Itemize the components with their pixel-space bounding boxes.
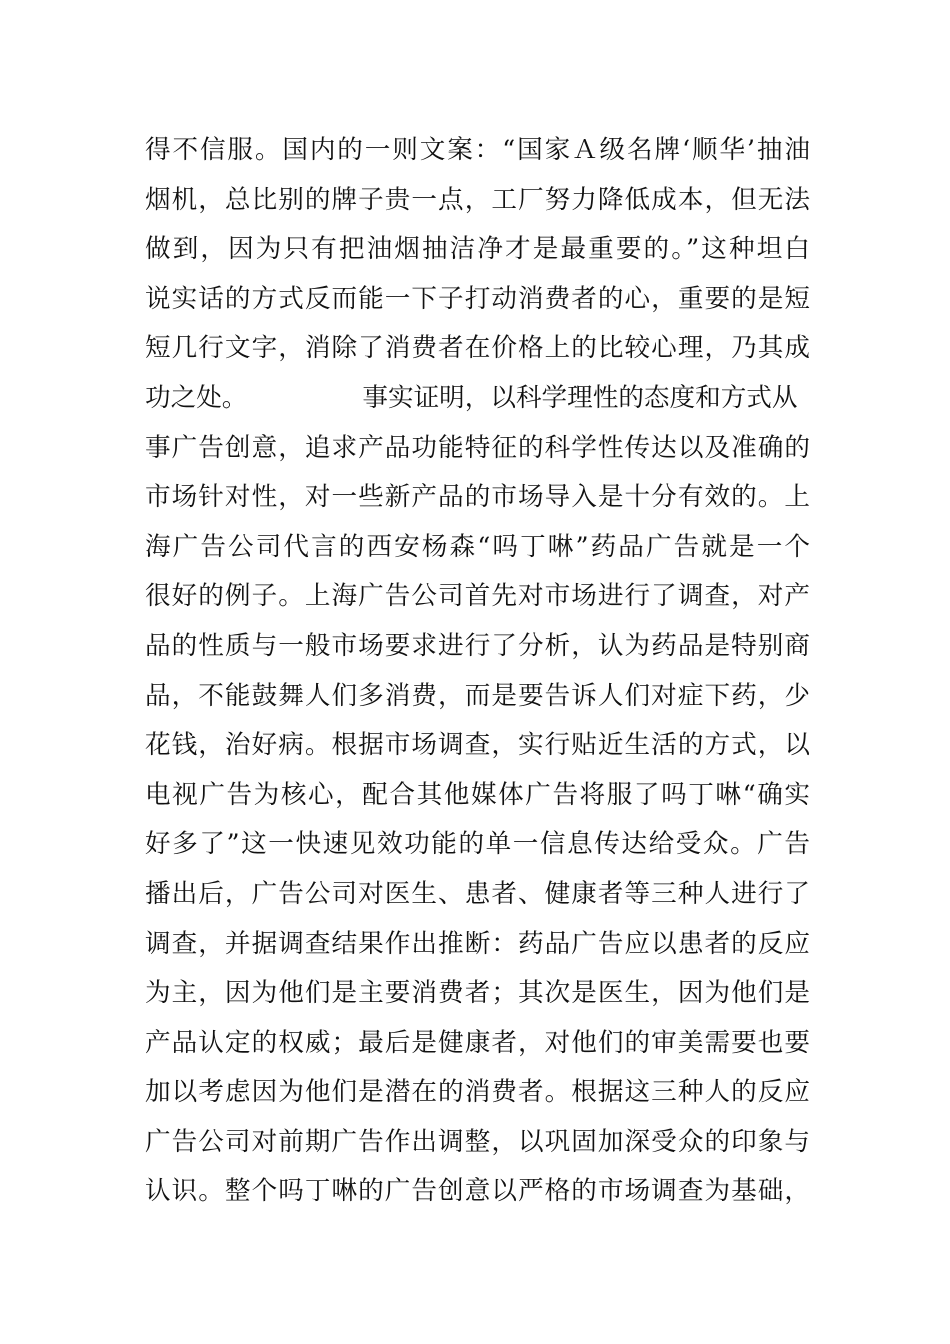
body-text <box>145 126 810 1217</box>
text-line: 产品认定的权威；最后是健康者，对他们的审美需要也要 <box>145 1027 810 1058</box>
text-line: 很好的例子。上海广告公司首先对市场进行了调查，对产 <box>145 581 810 612</box>
text-line: 加以考虑因为他们是潜在的消费者。根据这三种人的反应 <box>145 1077 810 1108</box>
text-line: 海广告公司代言的西安杨森“吗丁啉”药品广告就是一个 <box>145 531 810 562</box>
text-line: 广告公司对前期广告作出调整，以巩固加深受众的印象与 <box>145 1126 810 1157</box>
text-line: 品，不能鼓舞人们多消费，而是要告诉人们对症下药，少 <box>145 680 810 711</box>
text-line: 电视广告为核心，配合其他媒体广告将服了吗丁啉“确实 <box>145 779 810 810</box>
text-line: 做到，因为只有把油烟抽洁净才是最重要的。”这种坦白 <box>145 234 810 265</box>
text-line: 花钱，治好病。根据市场调查，实行贴近生活的方式，以 <box>145 730 810 761</box>
text-line: 为主，因为他们是主要消费者；其次是医生，因为他们是 <box>145 978 810 1009</box>
text-line: 市场针对性，对一些新产品的市场导入是十分有效的。上 <box>145 482 810 513</box>
paragraph-end-text: 功之处。 <box>145 382 248 413</box>
text-line: 烟机，总比别的牌子贵一点，工厂努力降低成本，但无法 <box>145 184 810 215</box>
text-line: 认识。整个吗丁啉的广告创意以严格的市场调查为基础， <box>145 1176 810 1207</box>
text-line: 短几行文字，消除了消费者在价格上的比较心理，乃其成 <box>145 333 810 364</box>
text-line: 调查，并据调查结果作出推断：药品广告应以患者的反应 <box>145 928 810 959</box>
paragraph-start-text: 事实证明，以科学理性的态度和方式从 <box>362 382 798 413</box>
text-line: 好多了”这一快速见效功能的单一信息传达给受众。广告 <box>145 829 810 860</box>
text-line: 播出后，广告公司对医生、患者、健康者等三种人进行了 <box>145 878 810 909</box>
text-line: 事广告创意，追求产品功能特征的科学性传达以及准确的 <box>145 432 810 463</box>
text-line-paragraph-break <box>145 374 810 424</box>
text-line: 品的性质与一般市场要求进行了分析，认为药品是特别商 <box>145 630 810 661</box>
text-line: 说实话的方式反而能一下子打动消费者的心，重要的是短 <box>145 283 810 314</box>
text-line: 得不信服。国内的一则文案：“国家Ａ级名牌‘顺华’抽油 <box>145 135 810 165</box>
